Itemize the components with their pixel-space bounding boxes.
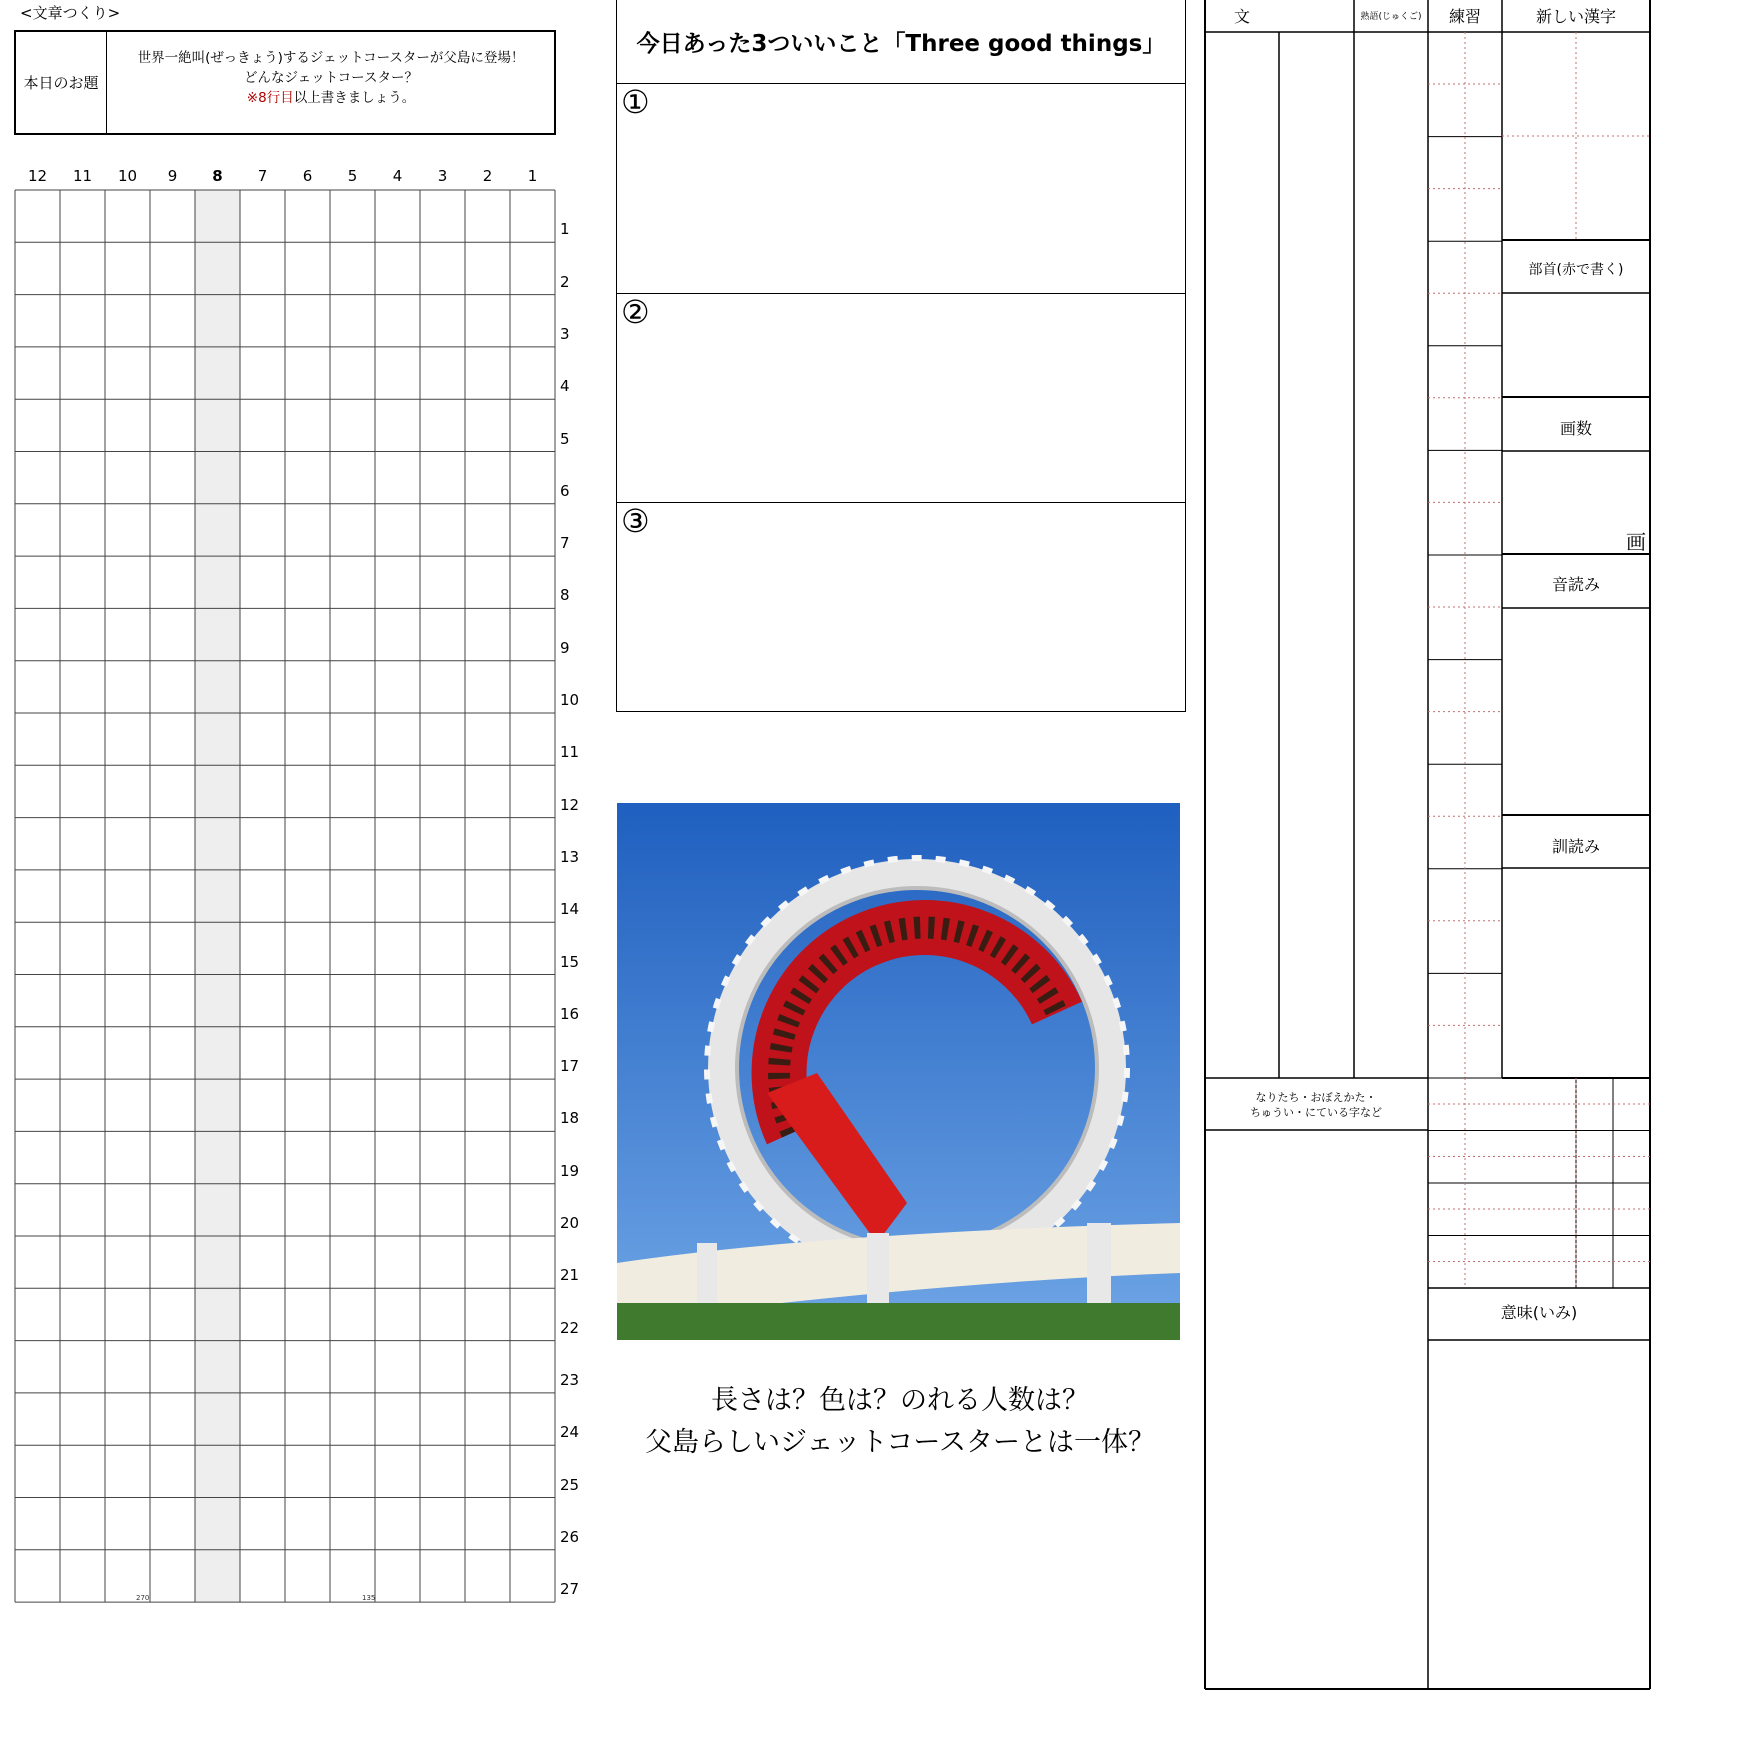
section-title: <文章つくり> [20,4,121,22]
naritachi-line2: ちゅうい・にている字など [1250,1106,1382,1119]
row-number: 8 [560,586,570,605]
row-number: 6 [560,481,570,500]
row-number: 9 [560,638,570,657]
row-number: 15 [560,952,580,971]
row-number: 2 [560,272,570,291]
note-suffix: 以上書きましょう。 [293,90,416,106]
row-number: 11 [560,743,580,762]
row-number: 26 [560,1527,580,1546]
topic-line2: どんなジェットコースター？ [243,70,418,86]
roller-coaster-photo [617,803,1180,1340]
row-number: 23 [560,1370,580,1389]
prompt-caption [620,1380,1180,1464]
column-number: 1 [527,167,538,185]
imi-label: 意味(いみ) [1500,1303,1578,1322]
row-number: 7 [560,534,570,553]
good-thing-3[interactable] [616,503,1186,712]
good-thing-2[interactable] [616,294,1186,503]
col-practice: 練習 [1448,7,1481,26]
column-number: 4 [392,167,403,185]
naritachi-line1: なりたち・おぼえかた・ [1255,1091,1377,1104]
column-number: 2 [482,167,493,185]
writing-grid[interactable] [0,0,600,1620]
column-number: 6 [302,167,313,185]
row-number: 18 [560,1109,580,1128]
row-number: 22 [560,1318,580,1337]
column-number: 12 [27,167,48,185]
col-sentence: 文 [1233,7,1250,26]
row-number: 10 [560,691,580,709]
mark-3: ③ [621,502,650,540]
row-number: 16 [560,1004,580,1023]
row-number: 13 [560,847,580,866]
row-number: 14 [560,900,580,919]
col-new-kanji: 新しい漢字 [1535,7,1616,26]
row-number: 25 [560,1475,580,1494]
column-number: 11 [72,167,93,185]
topic-label: 本日のお題 [16,32,107,133]
three-good-things-title: 今日あった3ついいこと「Three good things」 [616,0,1186,84]
row-number: 17 [560,1057,580,1076]
column-number: 3 [437,167,448,185]
row-number: 19 [560,1161,580,1180]
kakusu-label: 画数 [1559,419,1592,438]
row-number: 21 [560,1266,580,1285]
row-number: 12 [560,795,580,814]
highlighted-column [195,190,240,1602]
kunyomi-label: 訓読み [1551,837,1600,856]
note-red: 8行目 [258,90,294,106]
column-number: 7 [257,167,268,185]
count-mark-135: 135 [362,1594,376,1602]
prompt-line1: 長さは？色は？のれる人数は？ [711,1385,1089,1416]
column-number: 10 [117,167,138,185]
topic-line1: 世界一絶叫(ぜっきょう)するジェットコースターが父島に登場！ [137,50,525,66]
kanji-sheet-lines [1200,0,1660,1700]
bushu-label: 部首(赤で書く) [1528,262,1624,278]
column-number: 8 [212,167,223,185]
row-number: 1 [560,220,570,239]
col-jukugo: 熟語(じゅくご) [1360,12,1422,22]
row-number: 27 [560,1580,580,1599]
kaku-unit: 画 [1626,530,1646,554]
mark-1: ① [621,83,650,121]
count-mark-270: 270 [136,1594,150,1602]
mark-2: ② [621,293,650,331]
row-number: 4 [560,377,570,396]
row-number: 20 [560,1214,580,1232]
row-number: 24 [560,1423,580,1442]
good-thing-1[interactable] [616,84,1186,294]
row-number: 5 [560,429,570,448]
column-number: 9 [167,167,178,185]
column-number: 5 [347,167,358,185]
onyomi-label: 音読み [1551,575,1600,594]
note-prefix: ※ [246,90,259,106]
row-number: 3 [560,324,570,343]
prompt-line2: 父島らしいジェットコースターとは一体？ [644,1427,1156,1458]
